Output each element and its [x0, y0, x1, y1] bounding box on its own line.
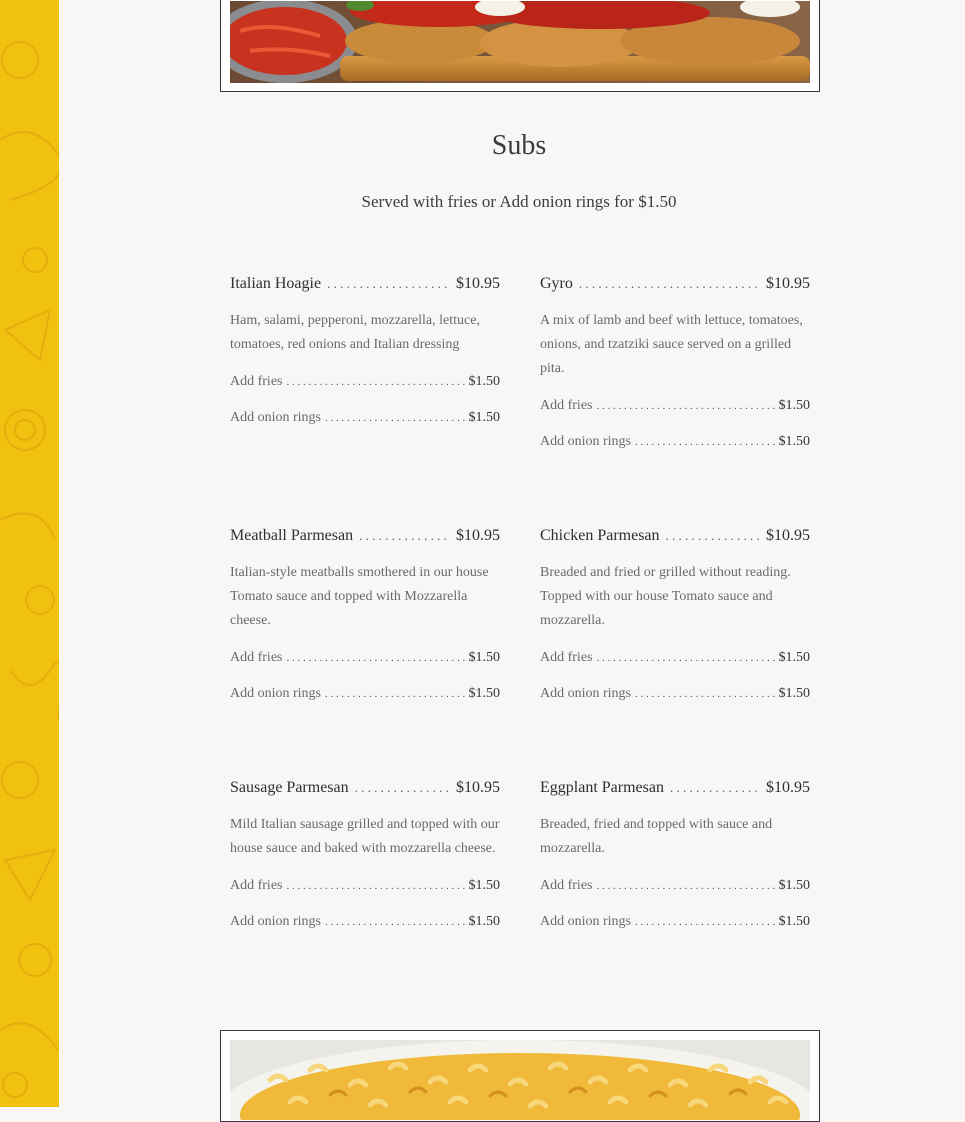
dot-leader — [287, 376, 465, 388]
dot-leader — [325, 412, 465, 424]
addon-price: $1.50 — [468, 650, 500, 665]
menu-item-name: Eggplant Parmesan — [540, 779, 664, 796]
menu-item-price: $10.95 — [766, 527, 810, 544]
menu-item-name: Italian Hoagie — [230, 275, 322, 292]
addon-label: Add onion rings — [230, 914, 321, 929]
chicken-parmesan-sub-photo — [230, 1, 810, 83]
dot-leader — [635, 916, 775, 928]
menu-item-sausage-parmesan — [230, 779, 500, 933]
dot-leader — [325, 916, 465, 928]
addon-onion-rings — [230, 914, 500, 933]
addon-price: $1.50 — [468, 374, 500, 389]
addon-onion-rings — [540, 914, 810, 933]
menu-item-header — [540, 275, 810, 295]
menu-item-description: Mild Italian sausage grilled and topped with our house sauce and baked with mozzarella cheese. — [230, 817, 500, 856]
addon-onion-rings — [230, 686, 500, 705]
addon-label: Add onion rings — [230, 410, 321, 425]
section-subtitle: Served with fries or Add onion rings for $1.50 — [361, 192, 677, 211]
dot-leader — [597, 652, 775, 664]
addon-fries — [230, 878, 500, 897]
addon-label: Add onion rings — [230, 686, 321, 701]
menu-item-price: $10.95 — [766, 779, 810, 796]
dot-leader — [635, 436, 775, 448]
menu-item-name: Meatball Parmesan — [230, 527, 354, 544]
addon-price: $1.50 — [468, 878, 500, 893]
menu-item-description: Breaded and fried or grilled without reading. Topped with our house Tomato sauce and mozzarella. — [540, 565, 791, 628]
addon-label: Add onion rings — [540, 686, 631, 701]
bottom-food-photo-frame — [220, 1030, 820, 1122]
addon-price: $1.50 — [778, 434, 810, 449]
addon-price: $1.50 — [468, 914, 500, 929]
menu-item-name: Gyro — [540, 275, 573, 292]
section-title: Subs — [491, 130, 547, 161]
menu-item-description: A mix of lamb and beef with lettuce, tomatoes, onions, and tzatziki sauce served on a grilled pita. — [540, 313, 803, 376]
addon-label: Add fries — [540, 878, 593, 893]
addon-label: Add onion rings — [540, 434, 631, 449]
dot-leader — [287, 880, 465, 892]
addon-label: Add fries — [540, 398, 593, 413]
dot-leader — [597, 880, 775, 892]
addon-price: $1.50 — [778, 878, 810, 893]
addon-onion-rings — [540, 686, 810, 705]
addon-label: Add fries — [230, 374, 283, 389]
dot-leader — [597, 400, 775, 412]
menu-item-description: Breaded, fried and topped with sauce and mozzarella. — [540, 817, 773, 856]
menu-item-header — [230, 527, 500, 547]
dot-leader — [325, 688, 465, 700]
menu-item-price: $10.95 — [456, 779, 500, 796]
menu-item-header — [230, 779, 500, 799]
addon-label: Add fries — [230, 878, 283, 893]
menu-item-price: $10.95 — [766, 275, 810, 292]
addon-fries — [540, 398, 810, 417]
menu-item-price: $10.95 — [456, 527, 500, 544]
addon-price: $1.50 — [468, 686, 500, 701]
dot-leader — [359, 528, 450, 544]
dot-leader — [287, 652, 465, 664]
addon-label: Add fries — [230, 650, 283, 665]
decorative-side-strip — [0, 0, 59, 1107]
food-doodle-pattern — [0, 0, 59, 1107]
addon-fries — [540, 878, 810, 897]
addon-fries — [230, 650, 500, 669]
dot-leader — [670, 780, 760, 796]
addon-label: Add fries — [540, 650, 593, 665]
addon-price: $1.50 — [778, 686, 810, 701]
menu-item-meatball-parmesan — [230, 527, 500, 705]
menu-item-description: Italian-style meatballs smothered in our house Tomato sauce and topped with Mozzarella cheese. — [230, 565, 489, 628]
addon-label: Add onion rings — [540, 914, 631, 929]
mac-and-cheese-photo — [230, 1040, 810, 1120]
dot-leader — [579, 276, 760, 292]
addon-price: $1.50 — [778, 398, 810, 413]
menu-item-header — [540, 527, 810, 547]
menu-item-name: Sausage Parmesan — [230, 779, 349, 796]
dot-leader — [635, 688, 775, 700]
menu-item-chicken-parmesan — [540, 527, 810, 705]
dot-leader — [327, 276, 450, 292]
addon-fries — [540, 650, 810, 669]
menu-item-gyro — [540, 275, 810, 453]
addon-price: $1.50 — [468, 410, 500, 425]
addon-price: $1.50 — [778, 914, 810, 929]
addon-onion-rings — [230, 410, 500, 429]
menu-item-header — [230, 275, 500, 295]
dot-leader — [355, 780, 450, 796]
menu-item-eggplant-parmesan — [540, 779, 810, 933]
menu-item-description: Ham, salami, pepperoni, mozzarella, lettuce, tomatoes, red onions and Italian dressing — [230, 313, 480, 352]
addon-onion-rings — [540, 434, 810, 453]
menu-item-name: Chicken Parmesan — [540, 527, 660, 544]
addon-price: $1.50 — [778, 650, 810, 665]
menu-item-header — [540, 779, 810, 799]
menu-item-italian-hoagie — [230, 275, 500, 429]
menu-item-price: $10.95 — [456, 275, 500, 292]
dot-leader — [666, 528, 760, 544]
addon-fries — [230, 374, 500, 393]
top-food-photo-frame — [220, 0, 820, 92]
